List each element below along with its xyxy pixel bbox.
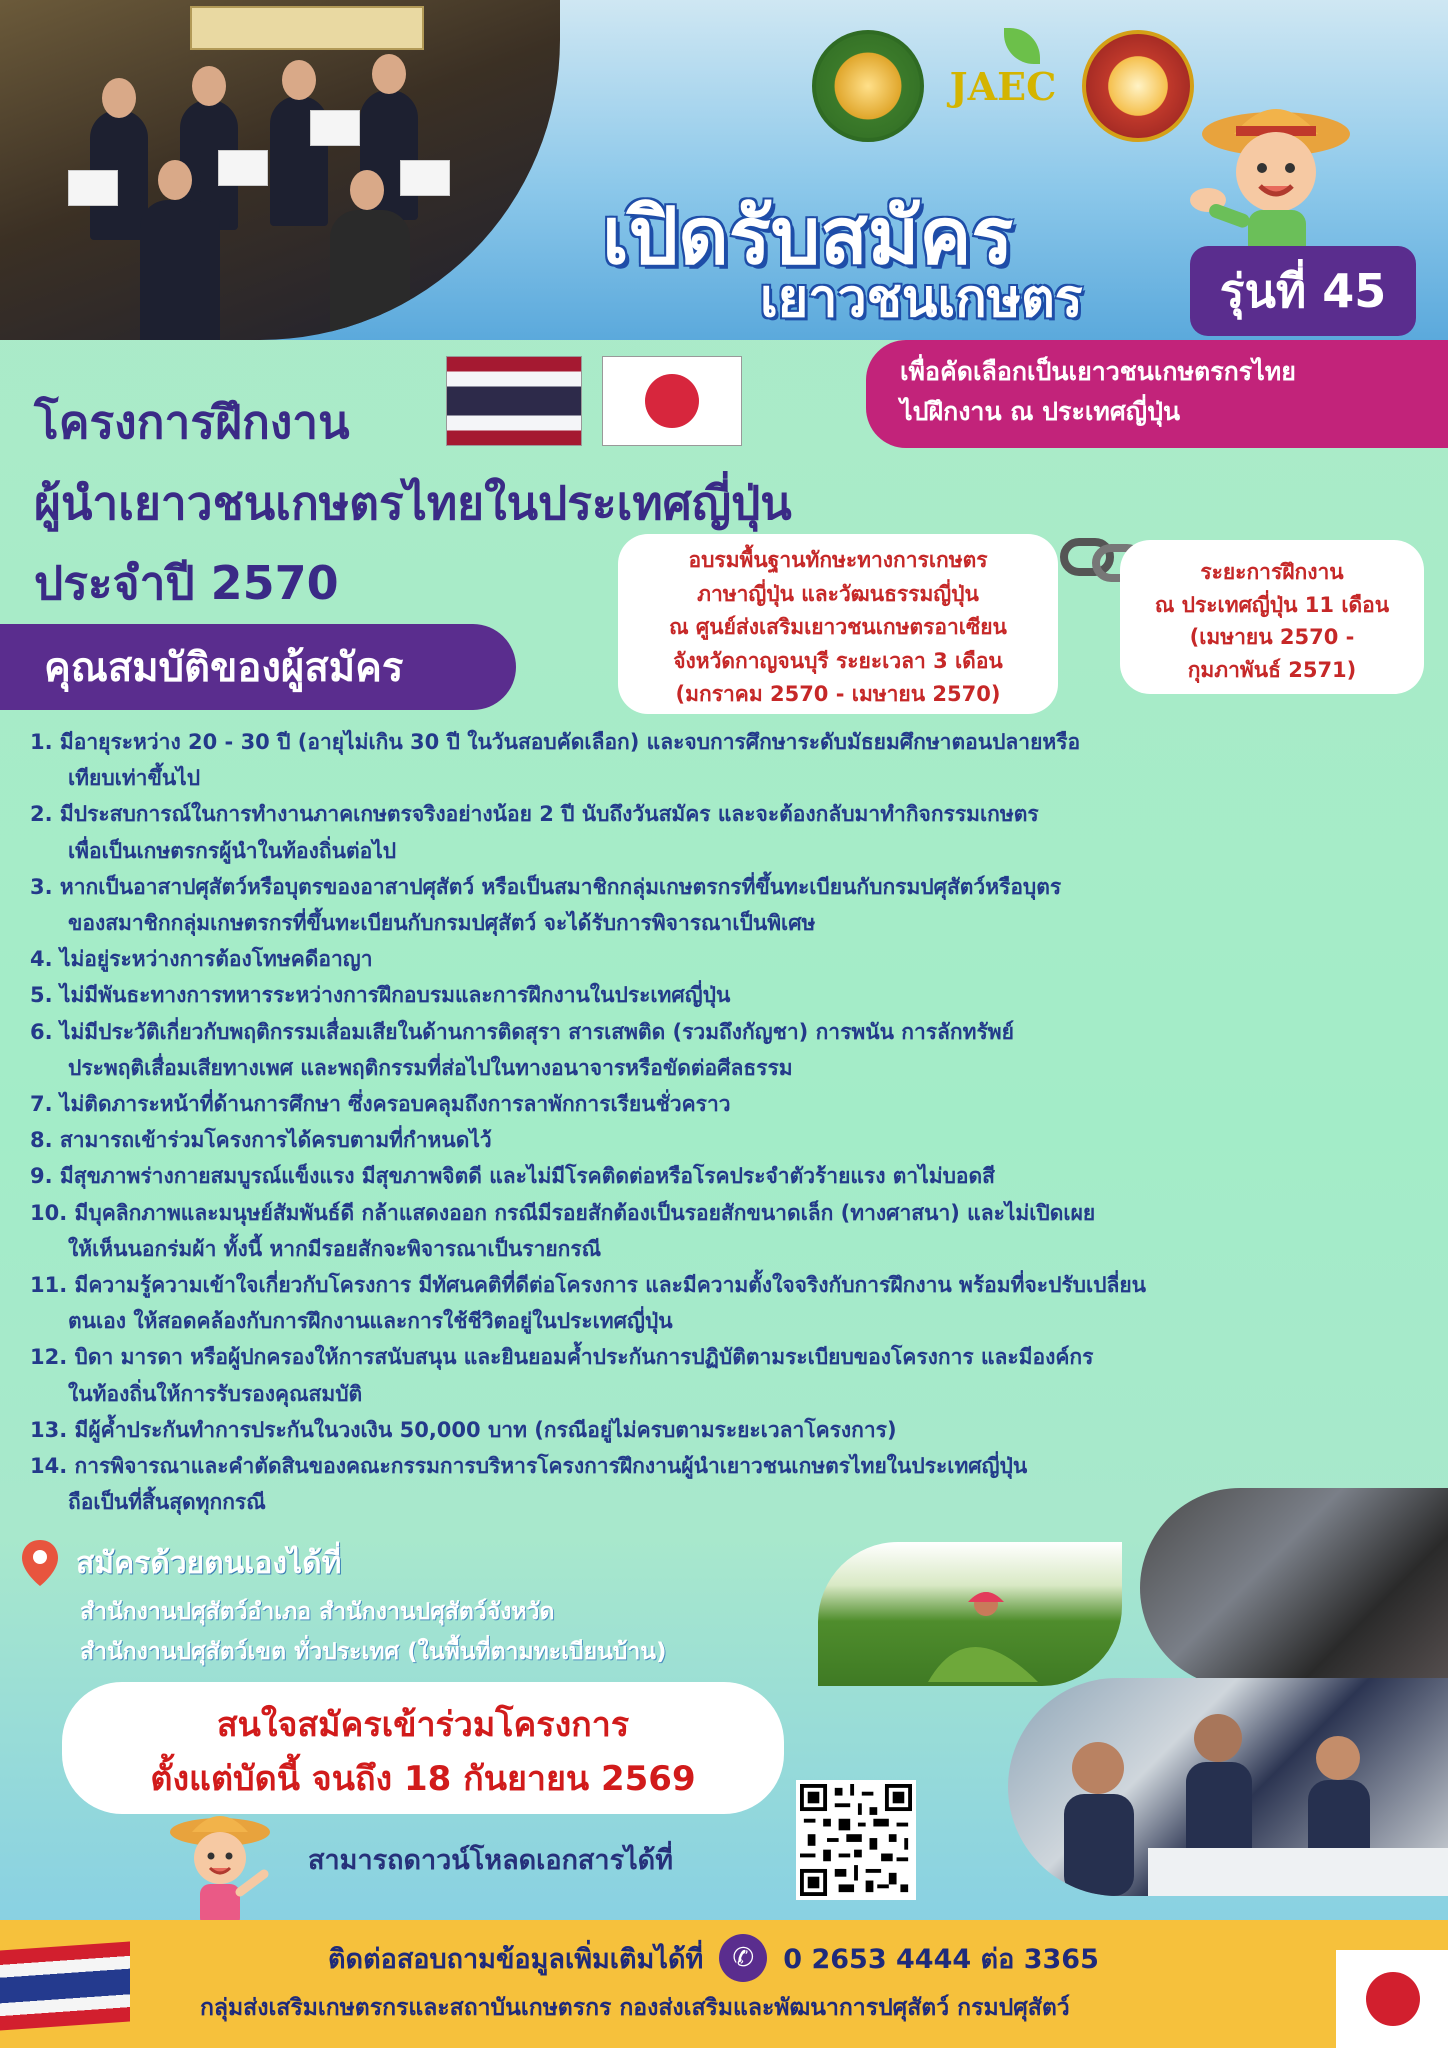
- internship-info-line: ระยะการฝึกงาน: [1200, 560, 1344, 584]
- thai-flag: [0, 1941, 130, 2030]
- item-continuation: ของสมาชิกกลุ่มเกษตรกรที่ขึ้นทะเบียนกับกรมปศุสัตว์ จะได้รับการพิจารณาเป็นพิเศษ: [68, 911, 816, 936]
- qualifications-list: [30, 724, 1420, 1520]
- qualification-item: [30, 1014, 1420, 1086]
- contact-label: ติดต่อสอบถามข้อมูลเพิ่มเติมได้ที่: [328, 1943, 704, 1975]
- agriculture-ministry-logo: [812, 30, 924, 142]
- item-number: 8.: [30, 1128, 53, 1153]
- qualification-item: [30, 977, 1420, 1013]
- internship-info-line: กุมภาพันธ์ 2571): [1187, 657, 1357, 682]
- photo-person-head: [158, 160, 192, 200]
- project-title-line: ผู้นำเยาวชนเกษตรไทยในประเทศญี่ปุ่น: [34, 475, 792, 530]
- item-text: ไม่มีพันธะทางการทหารระหว่างการฝึกอบรมและการฝึกงานในประเทศญี่ปุ่น: [59, 983, 731, 1008]
- qualification-item: [30, 1267, 1420, 1339]
- item-number: 14.: [30, 1454, 68, 1479]
- item-number: 7.: [30, 1092, 53, 1117]
- training-info-line: จังหวัดกาญจนบุรี ระยะเวลา 3 เดือน: [673, 648, 1003, 673]
- farmer-kid-illustration: [1184, 90, 1354, 270]
- japan-flag-sun: [1366, 1972, 1420, 2026]
- page-title: เปิดรับสมัคร: [602, 192, 1014, 282]
- rice-field-photo: [818, 1542, 1122, 1686]
- item-continuation: ในท้องถิ่นให้การรับรองคุณสมบัติ: [68, 1381, 363, 1406]
- logo-row: [812, 30, 1194, 142]
- item-text: มีผู้ค้ำประกันทำการประกันในวงเงิน 50,000 บาท (กรณีอยู่ไม่ครบตามระยะเวลาโครงการ): [74, 1417, 897, 1442]
- item-number: 4.: [30, 947, 53, 972]
- item-number: 6.: [30, 1019, 53, 1044]
- deadline-date: ตั้งแต่บัดนี้ จนถึง 18 กันยายน 2569: [150, 1759, 696, 1800]
- item-number: 2.: [30, 802, 53, 827]
- veterinary-training-photo: [1140, 1488, 1448, 1688]
- item-number: 1.: [30, 730, 53, 754]
- item-number: 13.: [30, 1417, 68, 1442]
- leaf-icon: [1004, 28, 1040, 64]
- certificate: [310, 110, 360, 146]
- item-text: ไม่อยู่ระหว่างการต้องโทษคดีอาญา: [59, 947, 373, 972]
- training-info-card: [618, 534, 1058, 714]
- apply-heading: [20, 1538, 341, 1588]
- certificate: [218, 150, 268, 186]
- qualification-item: [30, 869, 1420, 941]
- item-number: 9.: [30, 1164, 53, 1189]
- item-number: 11.: [30, 1273, 68, 1298]
- classroom-photo: [1008, 1678, 1448, 1896]
- item-number: 3.: [30, 874, 53, 899]
- qualification-item: [30, 1122, 1420, 1158]
- training-info-line: ณ ศูนย์ส่งเสริมเยาวชนเกษตรอาเซียน: [669, 615, 1007, 640]
- training-info-line: ภาษาญี่ปุ่น และวัฒนธรรมญี่ปุ่น: [697, 581, 979, 606]
- item-text: สามารถเข้าร่วมโครงการได้ครบตามที่กำหนดไว้: [59, 1128, 492, 1153]
- qualification-item: [30, 1158, 1420, 1194]
- phone-icon: ✆: [719, 1934, 767, 1982]
- item-continuation: เพื่อเป็นเกษตรกรผู้นำในท้องถิ่นต่อไป: [68, 838, 397, 863]
- item-text: ไม่มีประวัติเกี่ยวกับพฤติกรรมเสื่อมเสียในด้านการติดสุรา สารเสพติด (รวมถึงกัญชา) การพนัน การลักทรัพย์: [59, 1019, 1014, 1044]
- deadline-box: [62, 1682, 784, 1814]
- qualification-item: [30, 1412, 1420, 1448]
- agency-name: กลุ่มส่งเสริมเกษตรกรและสถาบันเกษตรกร กองส่งเสริมและพัฒนาการปศุสัตว์ กรมปศุสัตว์: [200, 1995, 1070, 2021]
- item-text: ไม่ติดภาระหน้าที่ด้านการศึกษา ซึ่งครอบคลุมถึงการลาพักการเรียนชั่วคราว: [59, 1092, 731, 1117]
- photo-person-head: [372, 54, 406, 94]
- item-text: มีบุคลิกภาพและมนุษย์สัมพันธ์ดี กล้าแสดงออก กรณีมีรอยสักต้องเป็นรอยสักขนาดเล็ก (ทางศาสนา) และไม่เปิดเผย: [74, 1200, 1096, 1225]
- farmer-figure: [818, 1542, 1122, 1686]
- jaec-logo-text: JAEC: [949, 63, 1057, 109]
- qualification-item: [30, 796, 1420, 868]
- livestock-department-logo: [1082, 30, 1194, 142]
- qualification-item: [30, 1195, 1420, 1267]
- item-text: มีความรู้ความเข้าใจเกี่ยวกับโครงการ มีทัศนคติที่ดีต่อโครงการ และมีความตั้งใจจริงกับการฝึกงาน พร้อมที่จะปรับเปลี่ยน: [74, 1273, 1147, 1298]
- qr-code[interactable]: [796, 1780, 916, 1900]
- certificate: [400, 160, 450, 196]
- project-title-line: โครงการฝึกงาน: [34, 395, 350, 449]
- japan-flag: [1336, 1950, 1448, 2048]
- item-text: บิดา มารดา หรือผู้ปกครองให้การสนับสนุน และยินยอมค้ำประกันการปฏิบัติตามระเบียบของโครงการ และมีองค์กร: [74, 1345, 1094, 1370]
- deadline-line: สนใจสมัครเข้าร่วมโครงการ: [216, 1705, 630, 1745]
- photo-person-head: [282, 60, 316, 100]
- apply-office-line: สำนักงานปศุสัตว์เขต ทั่วประเทศ (ในพื้นที่ตามทะเบียนบ้าน): [80, 1639, 667, 1666]
- photo-person-head: [350, 170, 384, 210]
- phone-number[interactable]: 0 2653 4444 ต่อ 3365: [783, 1943, 1099, 1975]
- download-text: สามารถดาวน์โหลดเอกสารได้ที่: [308, 1845, 673, 1876]
- purpose-banner: [866, 340, 1448, 448]
- qualification-item: [30, 724, 1420, 796]
- item-continuation: ประพฤติเสื่อมเสียทางเพศ และพฤติกรรมที่ส่อไปในทางอนาจารหรือขัดต่อศีลธรรม: [68, 1055, 793, 1080]
- apply-offices: [80, 1592, 667, 1673]
- photo-person: [330, 210, 410, 340]
- qualifications-header: คุณสมบัติของผู้สมัคร: [0, 624, 516, 710]
- item-text: หากเป็นอาสาปศุสัตว์หรือบุตรของอาสาปศุสัตว์ หรือเป็นสมาชิกกลุ่มเกษตรกรที่ขึ้นทะเบียนกับกรมปศุสัตว์หรือบุตร: [59, 874, 1062, 899]
- purpose-line: ไปฝึกงาน ณ ประเทศญี่ปุ่น: [900, 397, 1181, 426]
- item-text: มีสุขภาพร่างกายสมบูรณ์แข็งแรง มีสุขภาพจิตดี และไม่มีโรคติดต่อหรือโรคประจำตัวร้ายแรง ตาไม่บอดสี: [59, 1164, 996, 1189]
- qualification-item: [30, 941, 1420, 977]
- photo-person-head: [192, 66, 226, 106]
- purpose-line: เพื่อคัดเลือกเป็นเยาวชนเกษตรกรไทย: [900, 357, 1296, 386]
- photo-person: [140, 200, 220, 340]
- item-number: 12.: [30, 1345, 68, 1370]
- qualification-item: [30, 1339, 1420, 1411]
- item-number: 10.: [30, 1200, 68, 1225]
- qualification-item: [30, 1086, 1420, 1122]
- location-pin-icon: [20, 1538, 60, 1588]
- item-text: มีประสบการณ์ในการทำงานภาคเกษตรจริงอย่างน้อย 2 ปี นับถึงวันสมัคร และจะต้องกลับมาทำกิจกรรมเกษตร: [59, 802, 1039, 827]
- apply-office-line: สำนักงานปศุสัตว์อำเภอ สำนักงานปศุสัตว์จังหวัด: [80, 1599, 555, 1625]
- item-continuation: ตนเอง ให้สอดคล้องกับการฝึกงานและการใช้ชีวิตอยู่ในประเทศญี่ปุ่น: [68, 1309, 673, 1334]
- training-info-line: อบรมพื้นฐานทักษะทางการเกษตร: [688, 548, 988, 572]
- ministry-sign: [190, 6, 424, 50]
- page-subtitle: เยาวชนเกษตร: [760, 269, 1083, 329]
- project-title-line: ประจำปี 2570: [34, 556, 339, 610]
- item-continuation: เทียบเท่าขึ้นไป: [68, 766, 201, 791]
- training-info-line: (มกราคม 2570 - เมษายน 2570): [675, 682, 1001, 707]
- internship-info-line: (เมษายน 2570 -: [1189, 625, 1355, 650]
- students-figure: [1008, 1678, 1448, 1896]
- photo-person-head: [102, 78, 136, 118]
- kid-illustration: [160, 1808, 280, 1928]
- item-text: มีอายุระหว่าง 20 - 30 ปี (อายุไม่เกิน 30 ปี ในวันสอบคัดเลือก) และจบการศึกษาระดับมัธยมศึกษาตอนปลายหรือ: [59, 730, 1081, 754]
- jaec-logo: [948, 34, 1058, 138]
- generation-badge: รุ่นที่ 45: [1190, 246, 1416, 336]
- apply-title: สมัครด้วยตนเองได้ที่: [76, 1545, 342, 1581]
- contact-line: [328, 1934, 1099, 1982]
- item-number: 5.: [30, 983, 53, 1008]
- certificate: [68, 170, 118, 206]
- item-continuation: ถือเป็นที่สิ้นสุดทุกกรณี: [68, 1490, 266, 1515]
- internship-info-card: [1120, 540, 1424, 694]
- item-continuation: ให้เห็นนอกร่มผ้า ทั้งนี้ หากมีรอยสักจะพิจารณาเป็นรายกรณี: [68, 1236, 602, 1261]
- internship-info-line: ณ ประเทศญี่ปุ่น 11 เดือน: [1154, 592, 1390, 617]
- item-text: การพิจารณาและคำตัดสินของคณะกรรมการบริหารโครงการฝึกงานผู้นำเยาวชนเกษตรไทยในประเทศญี่ปุ่น: [74, 1454, 1028, 1479]
